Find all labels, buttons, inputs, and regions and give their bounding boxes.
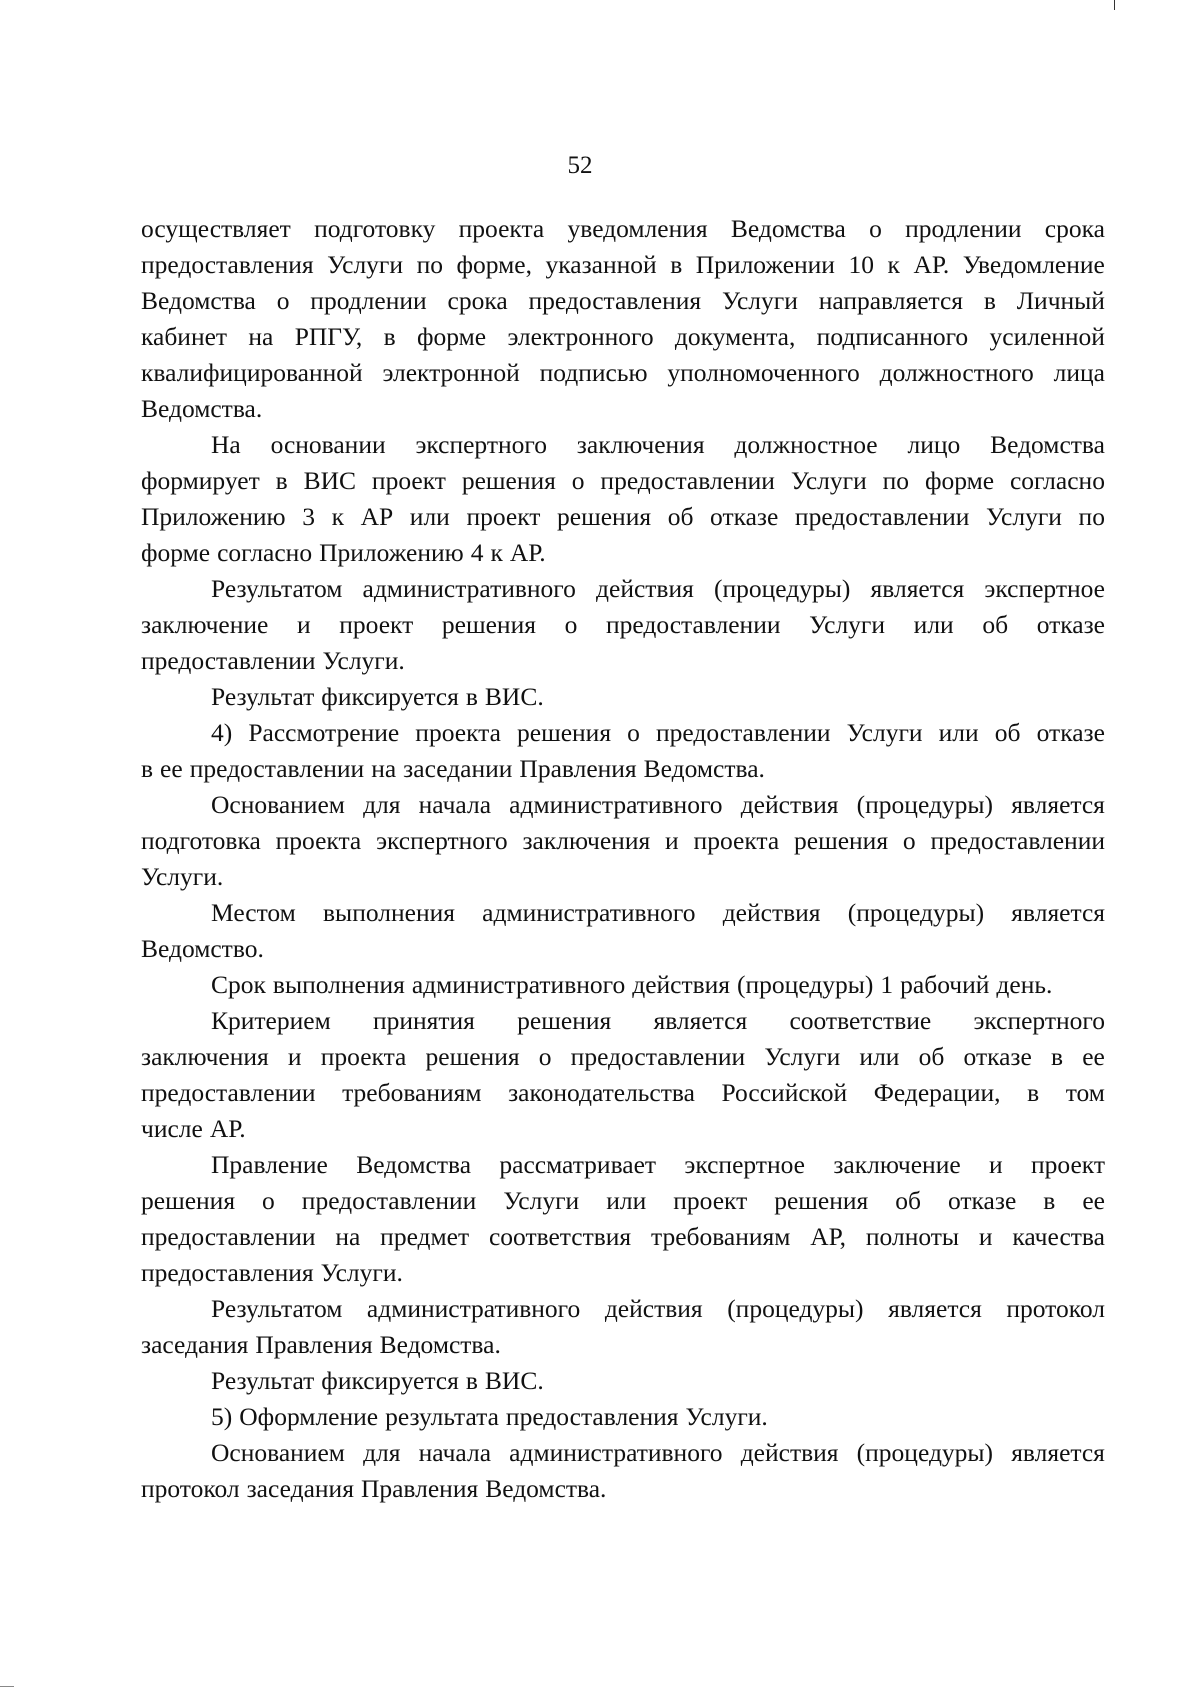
paragraph bbox=[141, 1147, 1105, 1291]
text-line: в ее предоставлении на заседании Правления Ведомства. bbox=[141, 754, 765, 783]
paragraph bbox=[141, 1363, 1105, 1399]
text-line: форме согласно Приложению 4 к АР. bbox=[141, 538, 546, 567]
text-line: Результатом административного действия (процедуры) является экспертное bbox=[211, 574, 1105, 603]
text-line: заседания Правления Ведомства. bbox=[141, 1330, 501, 1359]
text-line: Критерием принятия решения является соответствие экспертного bbox=[211, 1006, 1105, 1035]
paragraph bbox=[141, 1435, 1105, 1507]
text-line: предоставления Услуги. bbox=[141, 1258, 403, 1287]
text-line: квалифицированной электронной подписью уполномоченного должностного лица bbox=[141, 358, 1105, 387]
text-line: подготовка проекта экспертного заключения и проекта решения о предоставлении bbox=[141, 826, 1105, 855]
text-line: осуществляет подготовку проекта уведомления Ведомства о продлении срока bbox=[141, 214, 1105, 243]
text-line: Результат фиксируется в ВИС. bbox=[211, 1366, 544, 1395]
text-line: протокол заседания Правления Ведомства. bbox=[141, 1474, 607, 1503]
paragraph bbox=[141, 967, 1105, 1003]
paragraph bbox=[141, 1003, 1105, 1147]
paragraph bbox=[141, 571, 1105, 679]
paragraph bbox=[141, 679, 1105, 715]
paragraph bbox=[141, 1291, 1105, 1363]
text-line: Результат фиксируется в ВИС. bbox=[211, 682, 544, 711]
text-line: 5) Оформление результата предоставления Услуги. bbox=[211, 1402, 768, 1431]
scan-artifact-line bbox=[0, 1686, 14, 1687]
paragraph bbox=[141, 427, 1105, 571]
text-line: Основанием для начала административного действия (процедуры) является bbox=[211, 1438, 1105, 1467]
text-line: Срок выполнения административного действия (процедуры) 1 рабочий день. bbox=[211, 970, 1053, 999]
text-line: заключение и проект решения о предоставлении Услуги или об отказе bbox=[141, 610, 1105, 639]
paragraph bbox=[141, 787, 1105, 895]
text-line: Основанием для начала административного действия (процедуры) является bbox=[211, 790, 1105, 819]
text-line: предоставлении Услуги. bbox=[141, 646, 405, 675]
text-line: Ведомства о продлении срока предоставления Услуги направляется в Личный bbox=[141, 286, 1105, 315]
text-line: Правление Ведомства рассматривает экспертное заключение и проект bbox=[211, 1150, 1105, 1179]
paragraph bbox=[141, 211, 1105, 427]
text-line: Местом выполнения административного действия (процедуры) является bbox=[211, 898, 1105, 927]
text-line: кабинет на РПГУ, в форме электронного документа, подписанного усиленной bbox=[141, 322, 1105, 351]
text-line: Услуги. bbox=[141, 862, 224, 891]
text-line: формирует в ВИС проект решения о предоставлении Услуги по форме согласно bbox=[141, 466, 1105, 495]
text-line: числе АР. bbox=[141, 1114, 246, 1143]
text-line: предоставлении требованиям законодательства Российской Федерации, в том bbox=[141, 1078, 1105, 1107]
text-line: 4) Рассмотрение проекта решения о предоставлении Услуги или об отказе bbox=[211, 718, 1105, 747]
text-line: решения о предоставлении Услуги или проект решения об отказе в ее bbox=[141, 1186, 1105, 1215]
scan-artifact-mark bbox=[1114, 0, 1115, 10]
text-line: предоставления Услуги по форме, указанной в Приложении 10 к АР. Уведомление bbox=[141, 250, 1105, 279]
text-line: Ведомство. bbox=[141, 934, 264, 963]
text-line: Приложению 3 к АР или проект решения об отказе предоставлении Услуги по bbox=[141, 502, 1105, 531]
text-line: Результатом административного действия (процедуры) является протокол bbox=[211, 1294, 1105, 1323]
text-line: предоставлении на предмет соответствия требованиям АР, полноты и качества bbox=[141, 1222, 1105, 1251]
paragraph bbox=[141, 715, 1105, 787]
text-line: заключения и проекта решения о предоставлении Услуги или об отказе в ее bbox=[141, 1042, 1105, 1071]
document-body bbox=[141, 211, 1105, 1507]
paragraph bbox=[141, 1399, 1105, 1435]
paragraph bbox=[141, 895, 1105, 967]
text-line: Ведомства. bbox=[141, 394, 263, 423]
text-line: На основании экспертного заключения должностное лицо Ведомства bbox=[211, 430, 1105, 459]
page-number: 52 bbox=[567, 152, 593, 179]
